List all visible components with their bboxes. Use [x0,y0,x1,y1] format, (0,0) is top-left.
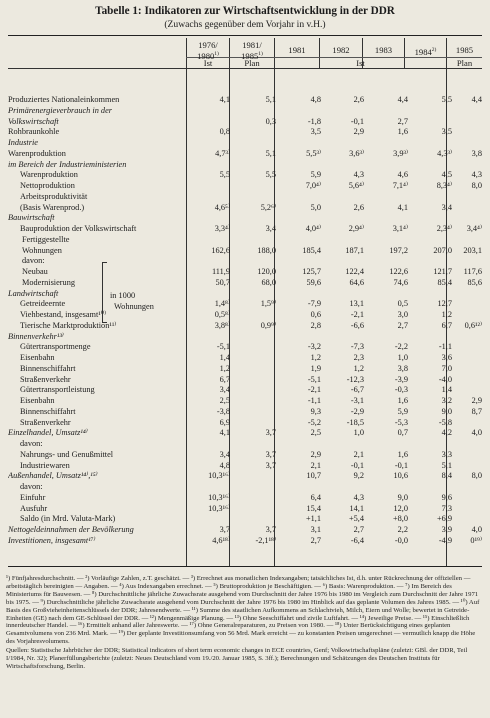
row-value: -3,1 [350,396,364,405]
row-value: 4,3 [353,170,364,180]
column-header [405,46,446,57]
row-value: 2,9⁴⁾ [348,224,364,233]
table-row [8,278,482,289]
row-value: 4,3³⁾ [437,148,452,158]
row-label: Neubau [22,267,48,276]
row-value: 9,0 [397,492,408,502]
row-value: 122,6 [389,267,408,276]
row-value: 2,6 [353,202,364,212]
row-value: 3,0 [397,310,408,319]
row-value: -0,1 [394,460,408,470]
row-value: 1,2 [353,363,364,373]
row-value: 4,0 [471,525,482,534]
row-value: 203,1 [463,245,482,255]
row-value: 5,5³⁾ [306,148,321,158]
table-subtitle: (Zuwachs gegenüber dem Vorjahr in v.H.) [164,19,326,30]
row-value: -5,8 [438,417,452,427]
row-value: 111,9 [211,267,230,276]
row-value: 4,4 [471,95,482,104]
row-value: 59,6 [306,277,321,287]
column-subheader: Plan [244,58,260,68]
table-row [8,213,482,224]
table-row [8,138,482,149]
row-value: 1,4⁸⁾ [214,299,230,309]
row-value: -18,5 [346,417,364,427]
row-value: 4,5 [441,170,452,180]
column-header [447,46,482,55]
row-value: 4,1 [219,95,230,104]
row-value: 4,7³⁾ [215,148,230,158]
row-value: 7,0⁴⁾ [305,181,321,190]
row-value: 6,7 [219,374,230,384]
row-label: Viehbestand, insgesamt¹⁰⁾ [20,310,107,319]
row-value: 3,2 [441,396,452,405]
column-footnote-ref: 1) [214,51,219,57]
row-value: 4,4 [397,95,408,104]
table-row [8,181,482,192]
table-row [8,353,482,364]
table-row [8,235,482,246]
row-label: Warenproduktion [20,170,78,180]
table-title: Tabelle 1: Indikatoren zur Wirtschaftsentwicklung in der DDR [95,5,395,17]
row-value: 3,3⁴⁾ [214,224,230,233]
row-label: Einzelhandel, Umsatz¹⁴⁾ [8,428,88,438]
row-label: Wohnungen [22,245,62,255]
row-value: 4,8 [310,95,321,104]
table-row [8,471,482,482]
row-value: -3,8 [216,406,230,416]
table-row [8,385,482,396]
table-row [8,525,482,536]
row-value: 8,3⁴⁾ [436,181,452,190]
row-label: im Bereich der Industrieministerien [8,159,127,169]
row-label: Eisenbahn [20,353,55,362]
column-year: 1985 [455,45,474,55]
row-value: 3,1⁴⁾ [392,224,408,233]
row-value: 2,7 [397,320,408,330]
row-label: Straßenverkehr [20,417,71,427]
footnotes-text: ¹) Fünfjahresdurchschnitt. — ²) Vorläufige Zahlen, z.T. geschätzt. — ³) Errechnet aus monatlichen Indexangaben; tatsächliches Ist, d.h. unter Rückrechnung der offiziellen — arbeitstäglich bereinigten — Angaben. — ⁴) Aus Indexangaben errechnet. — ⁵) Bruttoproduktion je Beschäftigten. — ⁶) Basis: Warenproduktion. — ⁷) Im Bereich des Ministeriums für Bauwesen. — ⁸) Durchschnittliche jährliche Zuwachsrate ausgehend vom Durchschnitt der Jahre 1976 bis 1980 im Vergleich zum Durchschnitt der Jahre 1971 bis 1975. — ⁹) Durchschnittliche jährliche Zuwachsrate ausgehend vom Durchschnitt der Jahre 1976 bis 1980 im Hinblick auf das geplante Volumen des Jahres 1985. — ¹⁰) Auf Basis des Großvieheinheitenschlüssels der DDR; Jahresendwerte. — ¹¹) Summe des staatlichen Aufkommens an Schlachtvieh, Milch, Eiern und Wolle; bewertet in Getreide-Einheiten (GE) nach dem GE-Schlüssel der DDR. — ¹²) Mengenmäßige Planung. — ¹³) Ohne Seeschiffahrt und zivile Luftfahrt. — ¹⁴) Jeweilige Preise. — ¹⁵) Einschließlich innerdeutscher Handel. — ¹⁶) Ermittelt anhand aller Jahreswerte. — ¹⁷) Ohne Generalreparaturen, zu Preisen von 1980. — ¹⁸) Unter Berücksichtigung eines geplanten Gesamtvolumens von 236 Mrd. Mark. — ¹⁹) Der geplante Investitionsumfang von 56 Mrd. Mark erreicht — zu konstanten Preisen umgerechnet — vermutlich knapp die Höhe des Vorjahresvolumens. [6,575,480,646]
row-value: 2,9 [471,396,482,405]
row-value: 3,8⁸⁾ [214,320,230,330]
row-value: -4,0 [438,374,452,384]
row-value: 188,0 [257,245,276,255]
row-value: 0,9⁹⁾ [260,320,276,330]
row-value: -2,1¹⁸⁾ [255,535,276,545]
row-value: 3,7 [265,460,276,470]
row-value: 6,4 [310,492,321,502]
row-value: -4,9 [438,535,452,545]
row-value: -0,3 [394,385,408,395]
table-row [8,117,482,128]
row-value: 4,1 [397,202,408,212]
row-label: Einfuhr [20,492,46,502]
row-label: Bauproduktion der Volkswirtschaft [20,224,137,233]
row-label: Ausfuhr [20,503,48,513]
row-label: Investitionen, insgesamt¹⁷⁾ [8,535,96,545]
row-value: 9,2 [353,471,364,481]
column-subheader: Ist [203,58,213,68]
row-value: 3,9³⁾ [393,148,408,158]
row-value: 5,5 [219,170,230,180]
row-value: 3,8 [471,148,482,158]
table-row [8,256,482,267]
row-value: 12,7 [437,299,452,309]
row-value: 9,6 [441,492,452,502]
row-value: 4,0⁴⁾ [305,224,321,233]
row-value: 7,0 [441,363,452,373]
table-row [8,493,482,504]
row-label: Getreideernte [20,299,66,309]
table-row [8,127,482,138]
table-row [8,428,482,439]
table-row [8,192,482,203]
row-value: 2,1 [310,460,321,470]
row-value: -0,1 [350,116,364,126]
row-value: 162,6 [211,245,230,255]
row-value: -3,9 [394,374,408,384]
row-value: 5,2⁶⁾ [260,202,276,212]
row-label: Landwirtschaft [8,288,59,298]
row-label: Saldo (in Mrd. Valuta-Mark) [20,514,116,524]
row-value: 6,7 [441,320,452,330]
row-label: Nahrungs- und Genußmittel [20,449,114,459]
row-value: 15,4 [306,503,321,513]
row-value: 3,4 [265,224,276,233]
row-value: 4,3 [353,492,364,502]
row-label: Gütertransportleistung [20,385,95,395]
table-row [8,342,482,353]
row-value: 13,1 [349,299,364,309]
row-value: 2,1 [353,449,364,459]
row-value: 1,6 [397,449,408,459]
column-header [363,46,404,55]
row-label: Rohbraunkohle [8,127,60,137]
column-subheader: Plan [456,58,473,68]
row-value: +5,4 [348,514,364,524]
row-value: -6,7 [350,385,364,395]
row-value: 197,2 [389,245,408,255]
row-label: Volkswirtschaft [8,116,59,126]
row-value: -12,3 [346,374,364,384]
row-value: 3,9 [441,525,452,534]
row-value: 10,6 [393,471,408,481]
table-row [8,160,482,171]
row-value: 5,6⁴⁾ [348,181,364,190]
row-label: Binnenverkehr¹³⁾ [8,331,64,341]
row-value: 5,5 [265,170,276,180]
table-row [8,364,482,375]
column-year: 1981 [288,45,306,55]
table-row [8,504,482,515]
row-value: 1,6 [397,396,408,405]
row-value: 3,5 [441,127,452,137]
row-value: 3,5 [310,127,321,137]
row-value: 207,0 [433,245,452,255]
row-label: Fertiggestellte [22,234,70,244]
row-value: 4,1 [219,428,230,438]
table-row [8,439,482,450]
row-label: Gütertransportmenge [20,342,91,352]
row-value: 2,8 [310,320,321,330]
row-value: 12,0 [393,503,408,513]
row-label: Produziertes Nationaleinkommen [8,95,120,104]
row-label: davon: [20,439,43,448]
row-value: 1,9 [310,363,321,373]
row-value: -5,3 [394,417,408,427]
row-label: Warenproduktion [8,148,66,158]
housing-brace [102,262,107,323]
table-row [8,418,482,429]
row-label: davon: [20,482,43,491]
row-value: 2,7 [353,525,364,534]
column-year-end: 1985 [241,50,259,61]
row-value: 117,6 [463,267,482,276]
row-label: Nettoproduktion [20,181,75,190]
row-label: davon: [22,256,45,266]
table-row [8,299,482,310]
table-row [8,224,482,235]
table-row [8,332,482,343]
row-value: 6,9 [219,417,230,427]
row-value: -5,1 [216,342,230,352]
row-value: -7,3 [350,342,364,352]
table-row [8,450,482,461]
table-row [8,106,482,117]
row-value: 5,0 [310,202,321,212]
table-row [8,267,482,278]
row-value: 64,6 [349,277,364,287]
row-value: 4,2 [441,428,452,438]
row-value: 1,5⁹⁾ [260,299,276,309]
row-value: -2,2 [394,342,408,352]
row-value: 3,8 [397,363,408,373]
header-bottom-rule [8,68,482,69]
row-value: 2,2 [397,525,408,534]
row-value: 5,5 [441,95,452,104]
row-value: 10,3¹⁶⁾ [208,492,230,502]
table-row [8,375,482,386]
sources-text: Quellen: Statistische Jahrbücher der DDR; Statistical indicators of short term economic changes in ECE countries, Genf; Volkswirtschaftspläne (zuletzt: GBl. der DDR, Teil I/1984, Nr. 32); Planerfüllungsberichte (zuletzt: Neues Deutschland vom 19./20. Januar 1985, S. 3ff.); Berechnungen und Schätzungen des Deutschen Instituts für Wirtschaftsforschung, Berlin. [6,647,468,670]
row-value: 74,6 [393,277,408,287]
row-value: 1,4 [441,385,452,395]
column-year: 1983 [374,45,393,55]
row-value: 125,7 [302,267,321,276]
row-value: 1,0 [353,428,364,438]
row-label: Straßenverkehr [20,374,71,384]
row-value: 0,6¹²⁾ [464,320,482,330]
row-label: Industrie [8,138,38,147]
row-value: 1,2 [310,353,321,362]
row-value: 2,5 [310,428,321,438]
row-value: -5,1 [307,374,321,384]
row-value: -2,9 [350,406,364,416]
column-footnote-ref: 2) [431,47,437,53]
row-value: 3,4 [219,449,230,459]
row-value: 121,7 [433,267,452,276]
row-value: 0,7 [397,428,408,438]
column-header [320,46,362,55]
row-value: -1,8 [307,116,321,126]
row-label: Binnenschiffahrt [20,406,76,416]
row-label: (Basis Warenprod.) [20,202,85,212]
row-value: 3,3 [441,449,452,459]
row-value: 1,6 [397,127,408,137]
row-value: -6,6 [350,320,364,330]
row-value: 120,0 [257,267,276,276]
row-value: 3,7 [265,428,276,438]
row-value: 2,9 [353,127,364,137]
row-label: Bauwirtschaft [8,213,55,223]
row-value: 5,9 [397,406,408,416]
row-value: 3,7 [219,525,230,534]
row-label: Industriewaren [20,460,70,470]
row-label: Eisenbahn [20,396,55,405]
housing-unit-label: in 1000 [110,291,136,300]
row-value: 0,8 [219,127,230,137]
row-value: 85,4 [437,277,452,287]
row-value: 122,4 [345,267,364,276]
row-value: 0,5 [397,299,408,309]
row-value: 185,4 [302,245,321,255]
row-value: 3,6³⁾ [349,148,364,158]
row-value: +1,1 [305,514,321,524]
table-row [8,149,482,160]
table-row [8,170,482,181]
row-value: 4,8 [219,460,230,470]
row-value: 0¹⁹⁾ [470,535,482,545]
row-value: 2,7 [397,116,408,126]
row-value: 2,6 [353,95,364,104]
table-row [8,246,482,257]
table-row [8,514,482,525]
table-row [8,289,482,300]
ist-span-header: Ist [356,58,365,68]
row-label: Modernisierung [22,277,75,287]
row-value: 4,0 [471,428,482,438]
row-value: 2,9 [310,449,321,459]
row-value: 10,3¹⁶⁾ [208,471,230,481]
table-row [8,407,482,418]
column-year-end: 1980 [197,50,215,61]
row-value: 7,1⁴⁾ [392,181,408,190]
row-value: 3,6 [441,353,452,362]
row-value: +6,9 [436,514,452,524]
row-value: 3,1 [310,525,321,534]
column-year: 1984 [414,46,432,57]
row-value: 9,3 [310,406,321,416]
top-rule [8,35,482,36]
row-value: 10,7 [306,471,321,481]
row-value: +8,0 [392,514,408,524]
table-row [8,536,482,547]
row-value: -3,2 [307,342,321,352]
footnotes [6,575,484,671]
table-row [8,321,482,332]
table-bottom-rule [8,566,482,567]
row-value: 187,1 [345,245,364,255]
housing-unit-label-2: Wohnungen [114,302,154,311]
row-value: 7,3 [441,503,452,513]
row-value: 4,6 [397,170,408,180]
row-label: Nettogeldeinnahmen der Bevölkerung [8,525,134,534]
row-value: 10,3¹⁶⁾ [208,503,230,513]
table-row [8,203,482,214]
row-value: 4,3 [471,170,482,180]
row-value: 8,7 [471,406,482,416]
row-value: 14,1 [349,503,364,513]
row-value: 8,0 [471,471,482,481]
row-value: 9,0 [441,406,452,416]
row-value: 3,4⁴⁾ [466,224,482,233]
column-header [275,46,319,55]
row-value: 85,6 [467,277,482,287]
row-value: 4,6¹⁸⁾ [212,535,230,545]
row-value: -1,1 [438,342,452,352]
row-value: 1,2 [441,310,452,319]
column-year: 1982 [332,45,350,55]
row-value: 3,4 [219,385,230,395]
row-value: 1,0 [397,353,408,362]
row-value: -2,1 [350,310,364,319]
table-row [8,482,482,493]
column-year: 1981/ [242,40,262,50]
row-value: -7,9 [307,299,321,309]
row-value: 2,3⁴⁾ [436,224,452,233]
row-value: 3,7 [265,525,276,534]
row-value: 5,9 [310,170,321,180]
row-value: 0,3 [265,116,276,126]
row-value: 50,7 [215,277,230,287]
row-label: Außenhandel, Umsatz¹⁴⁾,¹⁵⁾ [8,471,98,481]
table-row [8,95,482,106]
row-value: 4,6⁵⁾ [214,202,230,212]
row-value: -2,1 [307,385,321,395]
row-value: 5,1 [265,95,276,104]
row-value: 2,3 [353,353,364,362]
row-value: 2,7 [310,535,321,545]
row-value: 0,5⁸⁾ [214,310,230,319]
row-value: 0,6 [310,310,321,319]
row-label: Primärenergieverbrauch in der [8,105,112,115]
row-value: 3,7 [265,449,276,459]
column-footnote-ref: 1) [258,51,263,57]
row-value: -1,1 [307,396,321,405]
row-value: 1,4 [219,353,230,362]
row-value: 5,1 [441,460,452,470]
row-value: 8,0 [471,181,482,190]
row-label: Arbeitsproduktivität [20,191,88,201]
row-value: 2,5 [219,396,230,405]
row-label: Tierische Marktproduktion¹¹⁾ [20,320,117,330]
row-value: 68,0 [261,277,276,287]
row-label: Binnenschiffahrt [20,363,76,373]
table-row [8,396,482,407]
row-value: -6,4 [350,535,364,545]
table-row [8,461,482,472]
row-value: -5,2 [307,417,321,427]
row-value: 5,1 [265,148,276,158]
row-value: -0,1 [350,460,364,470]
table-row [8,310,482,321]
row-value: 1,2 [219,363,230,373]
column-year: 1976/ [198,40,218,50]
row-value: -0,0 [394,535,408,545]
row-value: 3,4 [441,202,452,212]
row-value: 8,4 [441,471,452,481]
